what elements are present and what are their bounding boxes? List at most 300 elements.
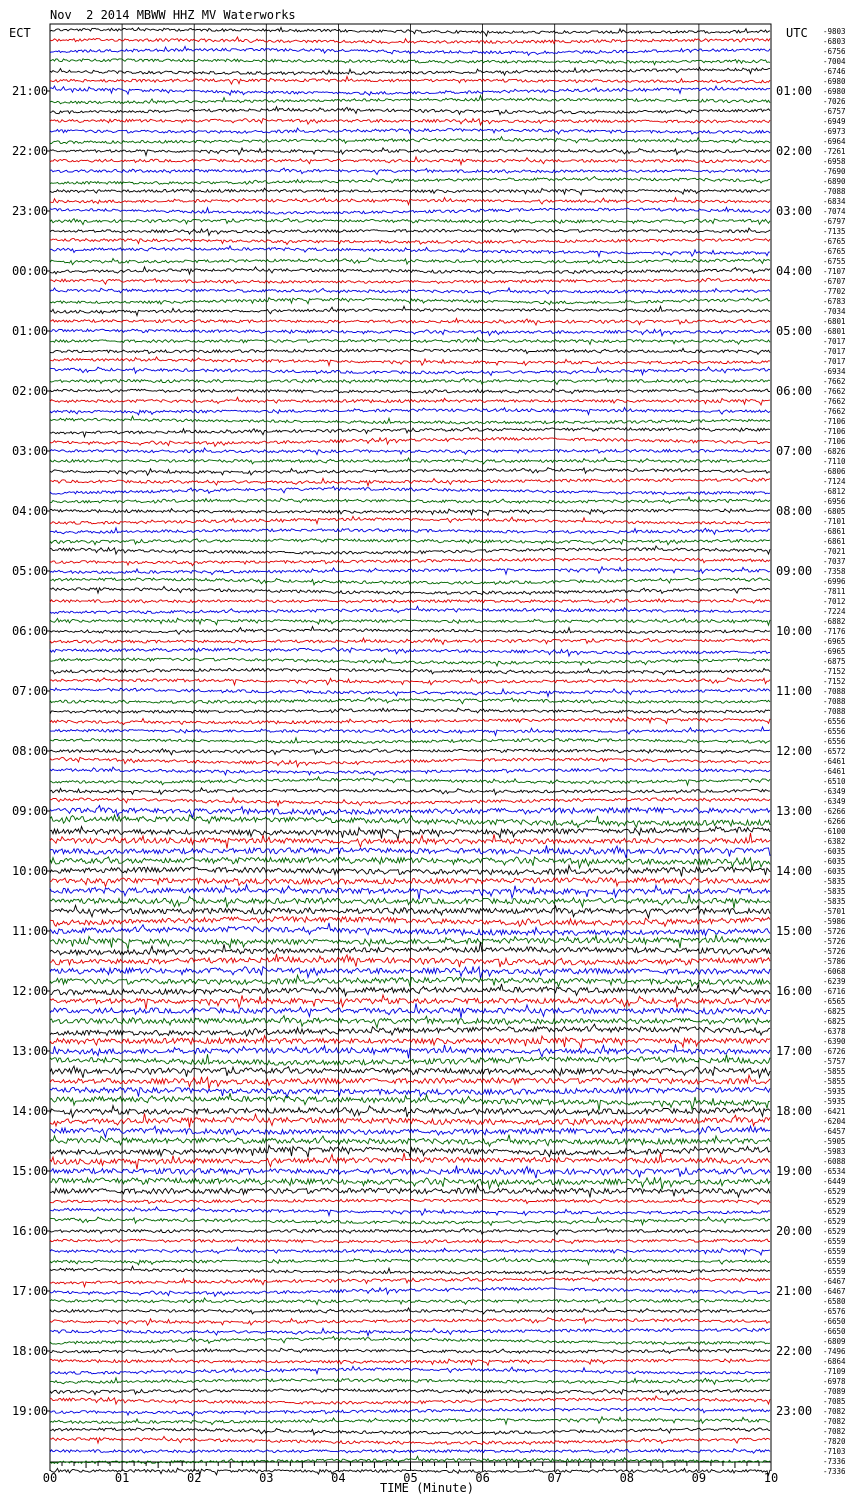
left-hour-label: 06:00 (12, 624, 49, 638)
trace-offset-label: -7135 (823, 227, 846, 236)
seismic-trace (50, 408, 770, 415)
seismic-trace (50, 228, 770, 235)
trace-offset-label: -6559 (823, 1257, 846, 1266)
seismic-trace (50, 516, 770, 524)
seismic-trace (50, 1436, 770, 1444)
trace-offset-label: -7037 (823, 557, 846, 566)
left-hour-label: 14:00 (12, 1104, 49, 1118)
trace-offset-label: -7012 (823, 597, 846, 606)
trace-offset-label: -7034 (823, 307, 846, 316)
trace-offset-label: -7702 (823, 287, 846, 296)
trace-offset-label: -7106 (823, 437, 846, 446)
left-hour-label: 19:00 (12, 1404, 49, 1418)
trace-offset-label: -7152 (823, 667, 846, 676)
left-hour-label: 01:00 (12, 324, 49, 338)
seismic-trace (50, 1408, 770, 1415)
trace-offset-label: -7109 (823, 1367, 846, 1376)
right-hour-label: 10:00 (776, 624, 813, 638)
left-hour-label: 03:00 (12, 444, 49, 458)
x-tick-label: 04 (331, 1471, 346, 1485)
trace-offset-label: -7101 (823, 517, 846, 526)
left-hour-label: 00:00 (12, 264, 49, 278)
seismic-trace (50, 278, 770, 284)
seismic-trace (50, 1126, 770, 1137)
right-axis-label: UTC (786, 26, 808, 40)
seismic-trace (50, 1228, 770, 1234)
trace-offset-label: -7026 (823, 97, 846, 106)
trace-offset-label: -5983 (823, 1147, 846, 1156)
trace-offset-label: -6980 (823, 87, 846, 96)
trace-offset-label: -5726 (823, 927, 846, 936)
trace-offset-label: -7103 (823, 1447, 846, 1456)
trace-offset-label: -5757 (823, 1057, 846, 1066)
seismic-trace (50, 815, 770, 828)
seismic-trace (50, 497, 770, 503)
seismic-trace (50, 37, 770, 43)
trace-offset-label: -6576 (823, 1307, 846, 1316)
trace-offset-label: -7124 (823, 477, 846, 486)
trace-offset-label: -6349 (823, 797, 846, 806)
trace-offset-label: -6565 (823, 997, 846, 1006)
right-hour-label: 16:00 (776, 984, 813, 998)
right-hour-label: 19:00 (776, 1164, 813, 1178)
trace-offset-label: -6809 (823, 1337, 846, 1346)
seismic-trace (50, 1366, 770, 1374)
trace-offset-label: -7690 (823, 167, 846, 176)
x-tick-label: 10 (763, 1471, 779, 1485)
trace-offset-label: -7082 (823, 1427, 846, 1436)
seismic-trace (50, 648, 770, 656)
trace-offset-label: -6390 (823, 1037, 846, 1046)
seismic-trace (50, 833, 770, 848)
seismic-trace (50, 119, 770, 126)
seismic-trace (50, 1166, 770, 1179)
x-tick-label: 00 (42, 1471, 58, 1485)
trace-offset-label: -6556 (823, 727, 846, 736)
trace-offset-label: -6806 (823, 467, 846, 476)
seismic-trace (50, 329, 770, 336)
seismic-trace (50, 438, 770, 447)
seismic-trace (50, 1044, 770, 1058)
seismic-trace (50, 1066, 770, 1078)
seismic-trace (50, 767, 770, 775)
seismic-trace (50, 865, 770, 876)
seismic-trace (50, 86, 770, 95)
trace-offset-label: -7004 (823, 57, 846, 66)
seismic-trace (50, 727, 770, 736)
seismic-trace (50, 878, 770, 887)
right-hour-label: 11:00 (776, 684, 813, 698)
trace-offset-label: -6803 (823, 37, 846, 46)
left-hour-labels (12, 84, 50, 1418)
trace-offset-label: -7088 (823, 697, 846, 706)
trace-offset-label: -6421 (823, 1107, 846, 1116)
seismic-trace (50, 606, 770, 613)
trace-offset-label: -7017 (823, 357, 846, 366)
trace-offset-label: -6266 (823, 817, 846, 826)
trace-offset-label: -7662 (823, 377, 846, 386)
trace-offset-label: -6529 (823, 1227, 846, 1236)
trace-offset-label: -6978 (823, 1377, 846, 1386)
trace-offset-label: -6965 (823, 637, 846, 646)
seismic-trace (50, 298, 770, 305)
trace-offset-label: -7107 (823, 267, 846, 276)
seismic-trace (50, 1198, 770, 1204)
trace-offset-label: -6805 (823, 507, 846, 516)
seismic-trace (50, 27, 770, 36)
seismic-trace (50, 1075, 770, 1089)
left-hour-label: 09:00 (12, 804, 49, 818)
x-axis-label: TIME (Minute) (380, 1481, 474, 1495)
seismic-trace (50, 1308, 770, 1314)
left-hour-label: 17:00 (12, 1284, 49, 1298)
left-hour-label: 21:00 (12, 84, 49, 98)
seismic-trace (50, 478, 770, 486)
seismic-trace (50, 1359, 770, 1366)
trace-offset-label: -5835 (823, 877, 846, 886)
trace-offset-label: -6457 (823, 1127, 846, 1136)
trace-offset-label: -6349 (823, 787, 846, 796)
right-hour-label: 17:00 (776, 1044, 813, 1058)
trace-offset-label: -6825 (823, 1007, 846, 1016)
left-hour-label: 08:00 (12, 744, 49, 758)
seismic-trace (50, 397, 770, 405)
right-hour-label: 15:00 (776, 924, 813, 938)
seismic-trace (50, 318, 770, 325)
seismic-trace (50, 845, 770, 857)
seismic-trace (50, 1054, 770, 1065)
right-hour-label: 07:00 (776, 444, 813, 458)
seismic-trace (50, 357, 770, 366)
trace-offset-label: -6949 (823, 117, 846, 126)
seismic-trace (50, 798, 770, 806)
seismic-trace (50, 448, 770, 455)
seismic-trace (50, 1428, 770, 1435)
left-hour-label: 10:00 (12, 864, 49, 878)
seismic-trace (50, 1239, 770, 1244)
trace-group (50, 27, 770, 1475)
seismic-trace (50, 717, 770, 724)
trace-offset-label: -6797 (823, 217, 846, 226)
seismic-trace (50, 1449, 770, 1453)
trace-offset-label: -6529 (823, 1197, 846, 1206)
trace-offset-label: -7496 (823, 1347, 846, 1356)
trace-offset-label: -6204 (823, 1117, 846, 1126)
left-hour-label: 04:00 (12, 504, 49, 518)
seismic-trace (50, 338, 770, 345)
trace-offset-label: -6801 (823, 317, 846, 326)
trace-offset-label: -6826 (823, 447, 846, 456)
left-hour-label: 23:00 (12, 204, 49, 218)
left-hour-label: 12:00 (12, 984, 49, 998)
seismic-trace (50, 658, 770, 666)
trace-offset-label: -5855 (823, 1067, 846, 1076)
seismic-trace (50, 96, 770, 104)
trace-offset-label: -5726 (823, 937, 846, 946)
plot-grid (50, 24, 771, 1462)
trace-offset-label: -5835 (823, 887, 846, 896)
seismic-trace (50, 67, 770, 75)
trace-offset-label: -6529 (823, 1217, 846, 1226)
seismic-trace (50, 1093, 770, 1110)
trace-offset-label: -6825 (823, 1017, 846, 1026)
trace-offset-label: -6964 (823, 137, 846, 146)
seismic-trace (50, 188, 770, 195)
trace-offset-label: -6707 (823, 277, 846, 286)
seismic-trace (50, 942, 770, 955)
trace-offset-label: -6875 (823, 657, 846, 666)
trace-offset-label: -6757 (823, 107, 846, 116)
trace-offset-label: -6956 (823, 497, 846, 506)
trace-offset-label: -6864 (823, 1357, 846, 1366)
seismic-trace (50, 1347, 770, 1353)
left-hour-label: 22:00 (12, 144, 49, 158)
right-hour-labels (776, 84, 812, 1418)
trace-offset-label: -6756 (823, 47, 846, 56)
trace-offset-label: -6559 (823, 1267, 846, 1276)
trace-offset-label: -6461 (823, 757, 846, 766)
left-hour-label: 18:00 (12, 1344, 49, 1358)
seismic-trace (50, 416, 770, 424)
seismic-trace (50, 258, 770, 265)
trace-offset-label: -6461 (823, 767, 846, 776)
trace-offset-label: -6801 (823, 327, 846, 336)
x-tick-label: 01 (114, 1471, 130, 1485)
trace-offset-label: -7336 (823, 1457, 846, 1466)
right-hour-label: 14:00 (776, 864, 813, 878)
trace-offset-label: -6755 (823, 257, 846, 266)
left-hour-label: 07:00 (12, 684, 49, 698)
trace-offset-label: -6716 (823, 987, 846, 996)
trace-offset-label: -6467 (823, 1287, 846, 1296)
seismic-trace (50, 1247, 770, 1255)
seismic-trace (50, 749, 770, 755)
seismic-trace (50, 935, 770, 950)
seismic-trace (50, 805, 770, 817)
seismic-trace (50, 1328, 770, 1336)
trace-offset-label: -6035 (823, 857, 846, 866)
seismic-trace (50, 1278, 770, 1287)
trace-offset-label: -9803 (823, 27, 846, 36)
seismic-trace (50, 618, 770, 625)
seismic-trace (50, 1113, 770, 1127)
left-hour-label: 15:00 (12, 1164, 49, 1178)
trace-offset-label: -6882 (823, 617, 846, 626)
trace-offset-label: -6556 (823, 737, 846, 746)
right-hour-label: 18:00 (776, 1104, 813, 1118)
trace-offset-label: -5835 (823, 897, 846, 906)
trace-offset-label: -7082 (823, 1407, 846, 1416)
seismic-trace (50, 546, 770, 554)
seismic-trace (50, 788, 770, 795)
left-hour-label: 05:00 (12, 564, 49, 578)
trace-offset-label: -6996 (823, 577, 846, 586)
seismic-trace (50, 826, 770, 840)
trace-offset-label: -6973 (823, 127, 846, 136)
right-hour-label: 09:00 (776, 564, 813, 578)
seismic-trace (50, 378, 770, 384)
x-tick-label: 03 (259, 1471, 274, 1485)
seismic-trace (50, 586, 770, 594)
right-hour-label: 05:00 (776, 324, 813, 338)
seismic-trace (50, 1378, 770, 1385)
trace-offset-label: -7085 (823, 1397, 846, 1406)
trace-offset-label: -6746 (823, 67, 846, 76)
trace-offset-label: -6510 (823, 777, 846, 786)
trace-offset-label: -6378 (823, 1027, 846, 1036)
trace-offset-label: -7074 (823, 207, 846, 216)
trace-offset-label: -6529 (823, 1207, 846, 1216)
seismic-trace (50, 367, 770, 375)
seismic-trace (50, 668, 770, 674)
right-hour-label: 06:00 (776, 384, 813, 398)
trace-offset-label: -7811 (823, 587, 846, 596)
seismic-trace (50, 157, 770, 165)
trace-offset-label: -7106 (823, 427, 846, 436)
trace-offset-label: -7224 (823, 607, 846, 616)
seismic-trace (50, 1024, 770, 1036)
x-tick-label: 08 (619, 1471, 635, 1485)
left-hour-label: 11:00 (12, 924, 49, 938)
trace-offset-label: -6650 (823, 1317, 846, 1326)
seismic-trace (50, 1298, 770, 1305)
trace-offset-label: -5986 (823, 917, 846, 926)
seismic-trace (50, 578, 770, 585)
x-tick-label: 05 (403, 1471, 418, 1485)
trace-offset-label: -6449 (823, 1177, 846, 1186)
seismic-trace (50, 486, 770, 494)
trace-offset-label: -6467 (823, 1277, 846, 1286)
seismic-trace (50, 348, 770, 354)
trace-offset-label: -7662 (823, 397, 846, 406)
trace-offset-label: -5855 (823, 1077, 846, 1086)
trace-offset-label: -6934 (823, 367, 846, 376)
trace-offset-label: -6572 (823, 747, 846, 756)
seismic-trace (50, 627, 770, 635)
right-hour-label: 04:00 (776, 264, 813, 278)
trace-offset-label: -6812 (823, 487, 846, 496)
trace-offset-label: -6088 (823, 1157, 846, 1166)
seismic-trace (50, 246, 770, 257)
right-hour-label: 23:00 (776, 1404, 813, 1418)
right-hour-label: 20:00 (776, 1224, 813, 1238)
trace-offset-label: -7261 (823, 147, 846, 156)
seismic-trace (50, 885, 770, 900)
seismic-trace (50, 389, 770, 394)
seismic-trace (50, 458, 770, 464)
seismic-trace (50, 678, 770, 685)
seismic-trace (50, 638, 770, 644)
seismic-trace (50, 1318, 770, 1326)
trace-offset-label: -7082 (823, 1417, 846, 1426)
left-hour-label: 13:00 (12, 1044, 49, 1058)
trace-offset-label: -5726 (823, 947, 846, 956)
seismic-trace (50, 198, 770, 205)
seismic-trace (50, 558, 770, 565)
seismic-trace (50, 1087, 770, 1097)
seismic-trace (50, 995, 770, 1009)
trace-offset-label: -6556 (823, 717, 846, 726)
trace-offset-label: -6861 (823, 527, 846, 536)
seismic-trace (50, 468, 770, 476)
trace-offset-label: -6861 (823, 537, 846, 546)
seismic-trace (50, 1336, 770, 1344)
trace-offset-label: -7176 (823, 627, 846, 636)
seismic-trace (50, 975, 770, 987)
trace-offset-label: -7110 (823, 457, 846, 466)
seismic-trace (50, 1135, 770, 1147)
seismic-trace (50, 967, 770, 979)
trace-offset-label: -7106 (823, 417, 846, 426)
seismic-trace (50, 894, 770, 909)
trace-offset-label: -7820 (823, 1437, 846, 1446)
seismic-trace (50, 599, 770, 603)
trace-offset-label: -5935 (823, 1097, 846, 1106)
seismic-trace (50, 428, 770, 437)
trace-offset-label: -7017 (823, 347, 846, 356)
seismic-trace (50, 954, 770, 967)
trace-offset-label: -6958 (823, 157, 846, 166)
right-hour-label: 08:00 (776, 504, 813, 518)
seismic-trace (50, 137, 770, 144)
seismic-trace (50, 1177, 770, 1189)
seismic-trace (50, 1258, 770, 1265)
seismic-trace (50, 267, 770, 274)
trace-offset-label: -6783 (823, 297, 846, 306)
trace-offset-label: -6726 (823, 1047, 846, 1056)
right-hour-label: 02:00 (776, 144, 813, 158)
seismic-trace (50, 905, 770, 918)
seismic-trace (50, 1036, 770, 1049)
x-tick-label: 02 (186, 1471, 202, 1485)
seismic-trace (50, 1396, 770, 1404)
seismic-trace (50, 288, 770, 294)
trace-offset-label: -7662 (823, 407, 846, 416)
seismic-trace (50, 1003, 770, 1018)
trace-offset-label: -6834 (823, 197, 846, 206)
right-hour-label: 22:00 (776, 1344, 813, 1358)
x-tick-label: 09 (691, 1471, 707, 1485)
seismic-trace (50, 46, 770, 55)
seismic-trace (50, 698, 770, 704)
trace-offset-label: -6100 (823, 827, 846, 836)
trace-offset-label: -6266 (823, 807, 846, 816)
seismic-trace (50, 107, 770, 115)
trace-offset-label: -6529 (823, 1187, 846, 1196)
trace-offset-label: -7358 (823, 567, 846, 576)
seismic-trace (50, 128, 770, 134)
trace-offset-label: -6035 (823, 867, 846, 876)
seismic-trace (50, 219, 770, 225)
trace-offset-label: -6239 (823, 977, 846, 986)
trace-offset-label: -7088 (823, 687, 846, 696)
seismic-trace (50, 168, 770, 174)
right-hour-label: 13:00 (776, 804, 813, 818)
trace-offset-label: -6765 (823, 247, 846, 256)
trace-offset-label: -6035 (823, 847, 846, 856)
seismic-trace (50, 509, 770, 516)
trace-offset-label: -7088 (823, 187, 846, 196)
seismic-trace (50, 76, 770, 84)
trace-offset-label: -6965 (823, 647, 846, 656)
seismic-trace (50, 1389, 770, 1395)
trace-offset-label: -6650 (823, 1327, 846, 1336)
seismic-trace (50, 59, 770, 65)
trace-offset-label: -6980 (823, 77, 846, 86)
trace-offset-label: -7336 (823, 1467, 846, 1476)
seismic-trace (50, 1417, 770, 1425)
seismic-trace (50, 917, 770, 927)
